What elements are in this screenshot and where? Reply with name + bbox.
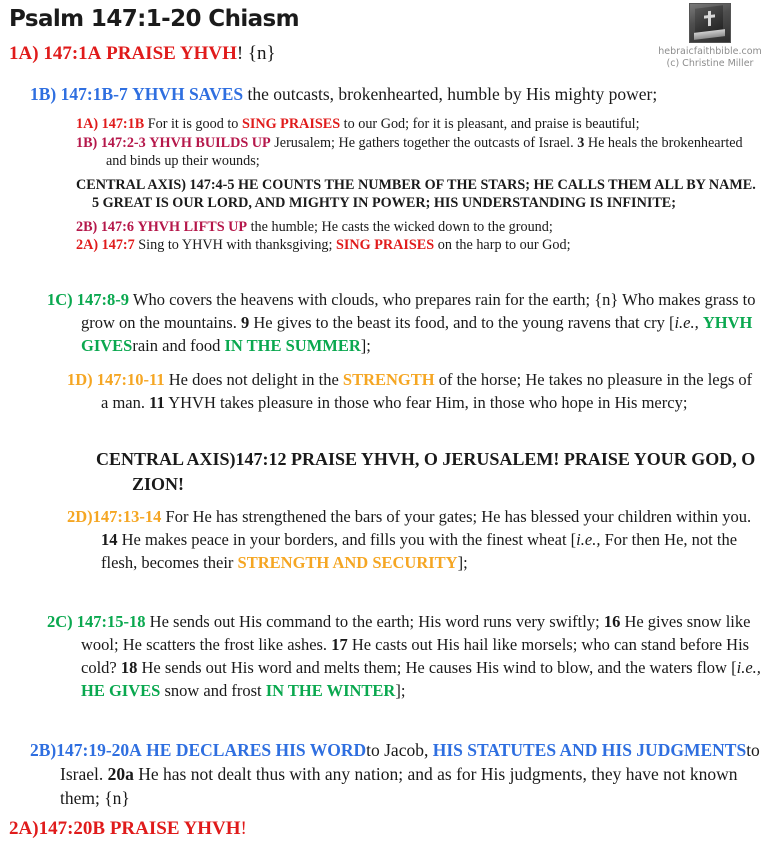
chiasm-text2-1d: of the horse; He takes no pleasure in the legs of a man. xyxy=(101,370,753,412)
chiasm-verse-11: 11 xyxy=(149,393,165,412)
chiasm-verse-17: 17 xyxy=(331,635,348,654)
chiasm-verse-20a: 20a xyxy=(107,764,134,784)
chiasm-label-2c: 2C) xyxy=(47,612,73,631)
chiasm-italic-2c: i.e., xyxy=(736,658,761,677)
chiasm-verse-16: 16 xyxy=(603,612,621,631)
chiasm-label-1b: 1B) xyxy=(30,84,57,104)
chiasm-ref-2a: 147:20B xyxy=(38,818,106,839)
chiasm-ref-1b: 147:1B-7 xyxy=(60,84,128,104)
chiasm-inner-line-2a xyxy=(76,236,761,255)
chiasm-inner-text-1b: Jerusalem; He gathers together the outcasts of Israel. xyxy=(274,134,574,151)
chiasm-label-2a: 2A) xyxy=(9,818,39,839)
chiasm-emphasis1-2c: HE GIVES xyxy=(81,681,161,700)
chiasm-italic-1c: i.e., xyxy=(674,313,699,332)
chiasm-inner-emphasis-2b: YHVH LIFTS UP xyxy=(137,218,248,235)
chiasm-text2-1c: He gives to the beast its food, and to the young ravens that cry [ xyxy=(253,313,675,332)
chiasm-line-1a xyxy=(9,42,709,66)
chiasm-ref-2d: 147:13-14 xyxy=(92,507,162,526)
chiasm-axis-text: PRAISE YHVH, O JERUSALEM! PRAISE YOUR GOD, O ZION! xyxy=(132,449,756,494)
chiasm-inner-label-2a: 2A) xyxy=(76,237,99,253)
chiasm-tail-1a: ! {n} xyxy=(236,43,276,64)
chiasm-text1-2b: to Jacob, xyxy=(366,740,429,760)
chiasm-emphasis2-2c: IN THE WINTER xyxy=(265,681,396,700)
chiasm-inner-central-axis xyxy=(76,176,761,213)
chiasm-text1-2d: For He has strengthened the bars of your gates; He has blessed your children within you. xyxy=(165,507,752,526)
chiasm-inner-label-2b: 2B) xyxy=(76,218,98,235)
cross-icon-vertical xyxy=(708,11,711,26)
chiasm-emphasis-1a: PRAISE YHVH xyxy=(106,43,237,64)
chiasm-emphasis1-2b: HE DECLARES HIS WORD xyxy=(146,740,367,760)
chiasm-ref-1a: 147:1A xyxy=(43,43,102,64)
chiasm-inner-line-2b xyxy=(76,218,761,237)
chiasm-text4-2c: He sends out His word and melts them; He causes His wind to blow, and the waters flow [ xyxy=(141,658,737,677)
chiasm-inner-ref-1b: 147:2-3 xyxy=(100,134,146,151)
chiasm-text2-2d: He makes peace in your borders, and fills you with the finest wheat [ xyxy=(121,530,577,549)
chiasm-emphasis-2a: PRAISE YHVH xyxy=(109,818,241,839)
chiasm-line-2c xyxy=(47,610,762,702)
chiasm-inner-text-after-2a: on the harp to our God; xyxy=(437,237,571,253)
chiasm-text6-2c: ]; xyxy=(395,681,406,700)
chiasm-inner-label-1a: 1A) xyxy=(76,116,99,132)
chiasm-text3-2c: He casts out His hail like morsels; who can stand before His cold? xyxy=(81,635,750,677)
chiasm-verse-9: 9 xyxy=(240,313,250,332)
chiasm-inner-ref-2b: 147:6 xyxy=(100,218,134,235)
chiasm-text3-2d: For then He, not the flesh, becomes their xyxy=(101,530,738,572)
chiasm-text5-2c: snow and frost xyxy=(164,681,262,700)
chiasm-emphasis1-1c: YHVH GIVES xyxy=(81,313,753,355)
chiasm-verse-18: 18 xyxy=(120,658,138,677)
chiasm-inner-axis-ref: 147:4-5 xyxy=(189,176,235,193)
chiasm-inner-emphasis-1a: SING PRAISES xyxy=(241,116,341,132)
chiasm-inner-axis-verse-5: 5 xyxy=(92,195,100,211)
logo-site-text: hebraicfaithbible.com xyxy=(658,46,762,57)
bible-book-icon xyxy=(689,3,731,43)
chiasm-verse-14: 14 xyxy=(101,530,118,549)
chiasm-ref-2c: 147:15-18 xyxy=(76,612,146,631)
chiasm-emphasis2-2b: HIS STATUTES AND HIS JUDGMENTS xyxy=(432,740,747,760)
chiasm-label-1d: 1D) xyxy=(67,370,93,389)
chiasm-inner-axis-label: CENTRAL AXIS) xyxy=(76,176,186,193)
chiasm-inner-line-1a xyxy=(76,115,761,134)
chiasm-emphasis-1b: YHVH SAVES xyxy=(132,84,244,104)
chiasm-inner-axis-text: HE COUNTS THE NUMBER OF THE STARS; HE CALLS THEM ALL BY NAME. xyxy=(238,176,756,193)
chiasm-inner-text-after-1a: to our God; for it is pleasant, and praise is beautiful; xyxy=(343,116,640,132)
chiasm-inner-text-before-1a: For it is good to xyxy=(147,116,239,132)
chiasm-inner-label-1b: 1B) xyxy=(76,134,98,151)
chiasm-inner-ref-1a: 147:1B xyxy=(101,116,145,132)
page-title: Psalm 147:1-20 Chiasm xyxy=(9,6,300,32)
chiasm-text3-1d: YHVH takes pleasure in those who fear Him, in those who hope in His mercy; xyxy=(168,393,688,412)
chiasm-emphasis2-1c: IN THE SUMMER xyxy=(224,336,361,355)
chiasm-text4-2d: ]; xyxy=(457,553,468,572)
chiasm-line-2a xyxy=(9,817,709,841)
chiasm-label-1c: 1C) xyxy=(47,290,73,309)
chiasm-inner-verse-3: 3 xyxy=(577,134,585,151)
chiasm-axis-label: CENTRAL AXIS) xyxy=(96,449,236,469)
chiasm-text3-1c: rain and food xyxy=(132,336,221,355)
chiasm-line-1b xyxy=(30,82,760,106)
chiasm-axis-ref: 147:12 xyxy=(235,449,287,469)
chiasm-inner-axis-text-cont: GREAT IS OUR LORD, AND MIGHTY IN POWER; HIS UNDERSTANDING IS INFINITE; xyxy=(102,195,676,211)
chiasm-label-2d: 2D) xyxy=(67,507,93,526)
chiasm-inner-line-1b xyxy=(76,134,761,171)
chiasm-text2-2b: to Israel. xyxy=(60,740,760,784)
chiasm-text2-2c: He gives snow like wool; He scatters the frost like ashes. xyxy=(81,612,751,654)
chiasm-inner-emphasis-1b: YHVH BUILDS UP xyxy=(149,134,271,151)
chiasm-inner-ref-2a: 147:7 xyxy=(101,237,135,253)
chiasm-line-2b xyxy=(30,738,763,810)
chiasm-text3-2b: He has not dealt thus with any nation; and as for His judgments, they have not known them; {n} xyxy=(60,764,738,808)
chiasm-label-1a: 1A) xyxy=(9,43,39,64)
chiasm-ref-1d: 147:10-11 xyxy=(96,370,165,389)
chiasm-inner-group xyxy=(76,115,761,255)
chiasm-emphasis-2d: STRENGTH AND SECURITY xyxy=(237,553,458,572)
logo-copyright-text: (c) Christine Miller xyxy=(666,58,754,69)
chiasm-emphasis-1d: STRENGTH xyxy=(342,370,435,389)
chiasm-central-axis xyxy=(96,447,761,497)
chiasm-line-1d xyxy=(67,368,762,414)
chiasm-tail-2a: ! xyxy=(240,818,247,839)
chiasm-inner-text-cont-1b: He heals the brokenhearted and binds up their wounds; xyxy=(106,134,743,169)
chiasm-ref-2b: 147:19-20A xyxy=(56,740,142,760)
chiasm-label-2b: 2B) xyxy=(30,740,57,760)
chiasm-inner-text-before-2a: Sing to YHVH with thanksgiving; xyxy=(138,237,333,253)
chiasm-text1-1c: Who covers the heavens with clouds, who prepares rain for the earth; {n} Who makes grass to grow on the mountains. xyxy=(81,290,756,332)
chiasm-text4-1c: ]; xyxy=(360,336,371,355)
chiasm-line-2d xyxy=(67,505,762,574)
chiasm-italic-2d: i.e., xyxy=(576,530,601,549)
chiasm-text1-2c: He sends out His command to the earth; His word runs very swiftly; xyxy=(149,612,600,631)
chiasm-text-1b: the outcasts, brokenhearted, humble by His mighty power; xyxy=(247,84,658,104)
chiasm-line-1c xyxy=(47,288,762,357)
chiasm-ref-1c: 147:8-9 xyxy=(76,290,130,309)
chiasm-inner-emphasis-2a: SING PRAISES xyxy=(336,237,435,253)
chiasm-inner-text-2b: the humble; He casts the wicked down to the ground; xyxy=(250,218,553,235)
chiasm-text1-1d: He does not delight in the xyxy=(168,370,339,389)
